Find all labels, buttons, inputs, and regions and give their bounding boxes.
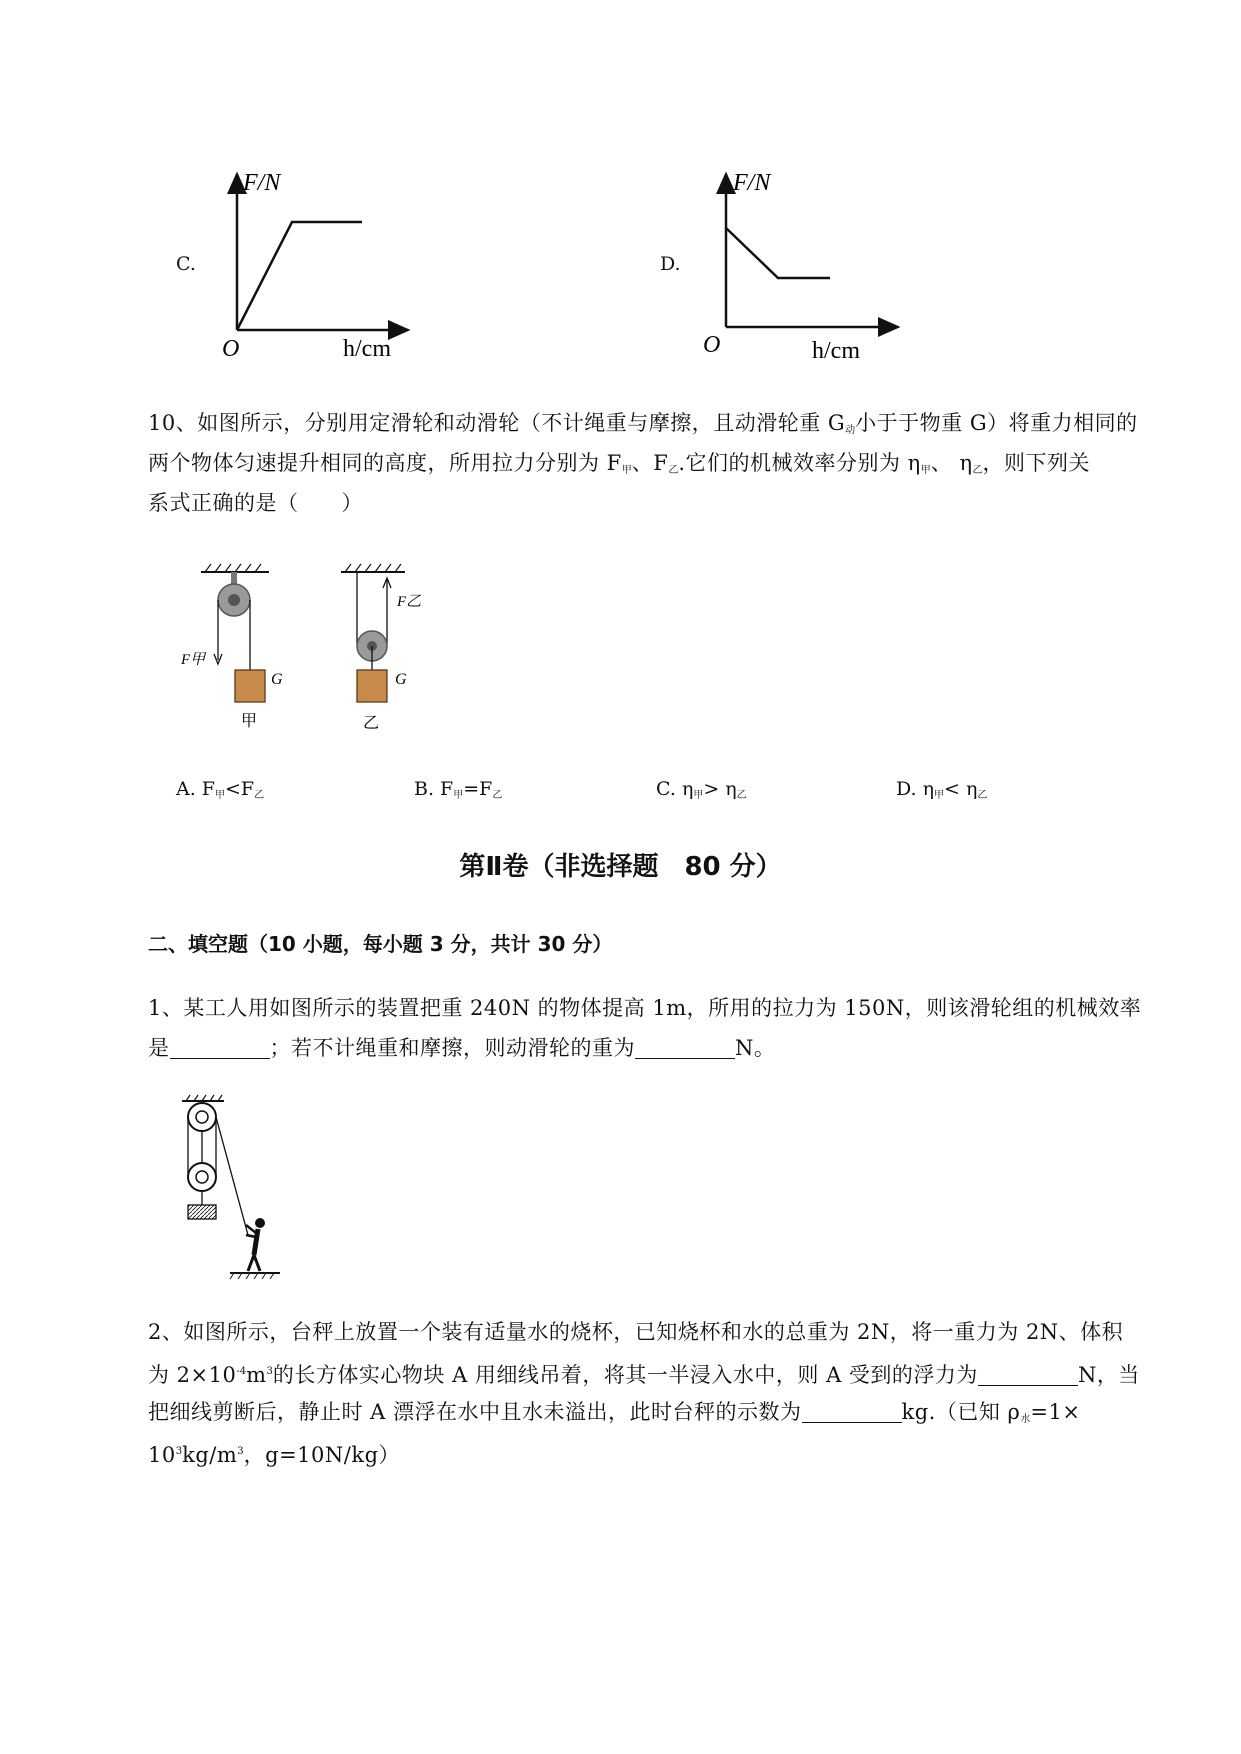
fill1-line1: 1、某工人用如图所示的装置把重 240N 的物体提高 1m，所用的拉力为 150N，则该滑轮组的机械效率 [148,996,1142,1020]
q10-option-c[interactable]: C. $\eta_甲> \eta_乙$ [656,778,747,801]
fill1-blank-2[interactable] [635,1032,735,1059]
weight-label: G [271,671,283,688]
x-axis-label: h/cm [343,336,391,362]
pull-rope [216,1117,248,1235]
section2-title: 二、填空题（10 小题，每小题 3 分，共计 30 分） [148,932,613,956]
q10-option-a[interactable]: A. $F_甲<F_乙$ [176,778,265,801]
fill1-blank-1[interactable] [170,1032,270,1059]
x-axis-label: h/cm [812,338,860,364]
pulley-figure-q10 [181,560,465,740]
fill2-line4: $10^3kg/m^3$，g=10N/kg） [148,1443,401,1467]
q10-line1: 10、如图所示，分别用定滑轮和动滑轮（不计绳重与摩擦，且动滑轮重 $G_动$小于于物重 G）将重力相同的 [148,411,1138,436]
fill2-line1: 2、如图所示，台秤上放置一个装有适量水的烧杯，已知烧杯和水的总重为 2N，将一重力为 2N、体积 [148,1320,1124,1344]
figure-label-yi: 乙 [363,715,380,732]
force-label-yi: F乙 [397,594,422,610]
graph-d [690,160,910,364]
pulley-worker-figure [180,1095,300,1280]
graph-line [726,228,830,278]
figure-label-jia: 甲 [241,713,258,730]
option-d-label: D. [660,253,681,275]
weight-label: G [395,671,407,688]
q10-line3: 系式正确的是（ ） [148,491,363,515]
option-c-label: C. [176,253,196,275]
worker-head [255,1218,265,1228]
force-label-jia: F甲 [181,652,206,668]
fill2-blank-2[interactable] [802,1396,902,1423]
origin-label: O [222,336,240,362]
y-axis-label: F/N [243,170,281,196]
q10-option-b[interactable]: B. $F_甲=F_乙$ [414,778,503,801]
q10-line2: 两个物体匀速提升相同的高度，所用拉力分别为 $F_甲$、$F_乙$.它们的机械效率分别为 $\eta_甲$、 $\eta_乙$，则下列关 [148,451,1091,476]
fill2-blank-1[interactable] [978,1359,1078,1386]
origin-label: O [703,332,721,358]
weight-block [235,670,265,702]
q10-option-d[interactable]: D. $\eta_甲< \eta_乙$ [896,778,988,801]
fixed-pulley [188,1103,216,1131]
movable-pulley [188,1163,216,1191]
fill2-line3: 把细线剪断后，静止时 A 漂浮在水中且水未溢出，此时台秤的示数为 kg.（已知 $\rho_水=1\times$ [148,1392,1148,1440]
graph-line [237,222,362,330]
fill2-line2: 为 $2\times 10^{-4}m^3$的长方体实心物块 A 用细线吊着，将其一半浸入水中，则 A 受到的浮力为 N，当 [148,1352,1148,1395]
y-axis-label: F/N [733,170,771,196]
part2-title: 第Ⅱ卷（非选择题 80 分） [459,852,782,882]
weight-block [357,670,387,702]
weight-block [188,1205,216,1219]
graph-c [200,160,420,360]
fill1-line2: 是 ；若不计绳重和摩擦，则动滑轮的重为 N。 [148,1028,1148,1068]
